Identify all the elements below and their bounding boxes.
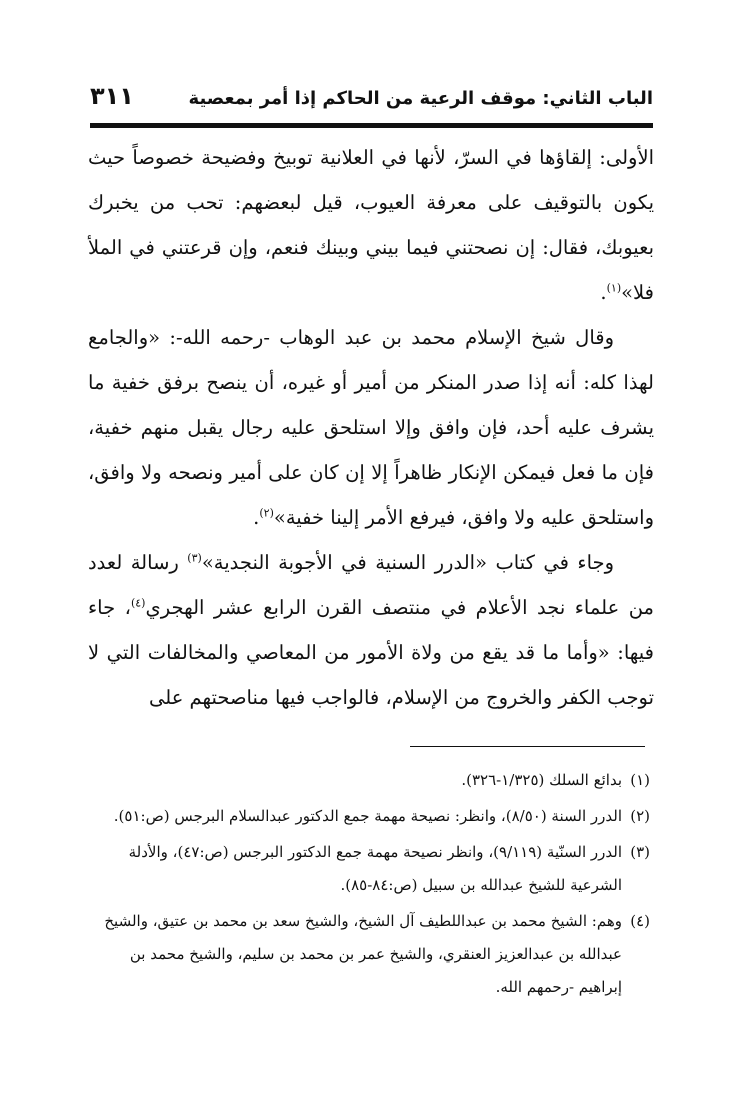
footnote-text: الدرر السنّية (٩/١١٩)، وانظر نصيحة مهمة جمع الدكتور البرجس (ص:٤٧)، والأدلة الشرعية للشيخ عبدالله بن سبيل (ص:٨٤-٨٥). (128, 843, 622, 894)
paragraph-2-end: . (253, 506, 260, 529)
paragraph-3-text-c: ، جاء فيها: «وأما ما قد يقع من ولاة الأمور من المعاصي والمخالفات التي لا توجب الكفر والخروج من الإسلام، فالواجب فيها مناصحتهم على (88, 596, 654, 709)
footnote-ref-1: (١) (606, 281, 622, 295)
chapter-title: الباب الثاني: موقف الرعية من الحاكم إذا أمر بمعصية (188, 88, 653, 109)
footnote-number: (٤) (630, 912, 650, 930)
main-text (88, 135, 654, 720)
footnote-4 (82, 905, 650, 1004)
paragraph-3 (88, 540, 654, 720)
paragraph-3-text-b: رسالة لعدد من علماء نجد الأعلام في منتصف القرن الرابع عشر الهجري (88, 551, 654, 619)
footnote-2 (82, 800, 650, 833)
running-header (90, 82, 653, 116)
paragraph-2 (88, 315, 654, 540)
footnote-number: (٢) (630, 807, 650, 825)
paragraph-3-text-a: وجاء في كتاب «الدرر السنية في الأجوبة النجدية» (201, 551, 614, 574)
footnote-text: الدرر السنة (٨/٥٠)، وانظر: نصيحة مهمة جمع الدكتور عبدالسلام البرجس (ص:٥١). (113, 807, 622, 825)
footnote-ref-2: (٢) (259, 506, 274, 520)
footnotes (82, 764, 650, 1007)
footnote-separator (410, 746, 645, 747)
footnote-number: (٣) (630, 843, 650, 861)
footnote-text: وهم: الشيخ محمد بن عبداللطيف آل الشيخ، والشيخ سعد بن محمد بن عتيق، والشيخ عبدالله بن عبدالعزيز العنقري، والشيخ عمر بن محمد بن سليم، والشيخ محمد بن إبراهيم -رحمهم الله. (104, 912, 622, 996)
footnote-1 (82, 764, 650, 797)
paragraph-2-text: وقال شيخ الإسلام محمد بن عبد الوهاب -رحمه الله-: «والجامع لهذا كله: أنه إذا صدر المنكر من أمير أو غيره، أن ينصح برفق خفية ما يشرف عليه أحد، فإن وافق وإلا استلحق عليه رجال يقبل منهم خفية، فإن ما فعل فيمكن الإنكار ظاهراً إلا إن كان على أمير ونصحه ولا وافق، واستلحق عليه ولا وافق، فيرفع الأمر إلينا خفية» (88, 326, 654, 529)
footnote-3 (82, 836, 650, 902)
paragraph-1 (88, 135, 654, 315)
paragraph-1-end: . (600, 281, 607, 304)
paragraph-1-text: الأولى: إلقاؤها في السرّ، لأنها في العلانية توبيخ وفضيحة خصوصاً حيث يكون بالتوقيف على معرفة العيوب، قيل لبعضهم: تحب من يخبرك بعيوبك، فقال: إن نصحتني فيما بيني وبينك فنعم، وإن قرعتني في الملأ فلا» (88, 146, 654, 304)
footnote-number: (١) (630, 771, 650, 789)
footnote-ref-3: (٣) (187, 551, 202, 565)
page-number: ٣١١ (90, 82, 134, 110)
footnote-text: بدائع السلك (١/٣٢٥-٣٢٦). (461, 771, 622, 789)
footnote-ref-4: (٤) (130, 596, 146, 610)
header-rule (90, 123, 653, 128)
